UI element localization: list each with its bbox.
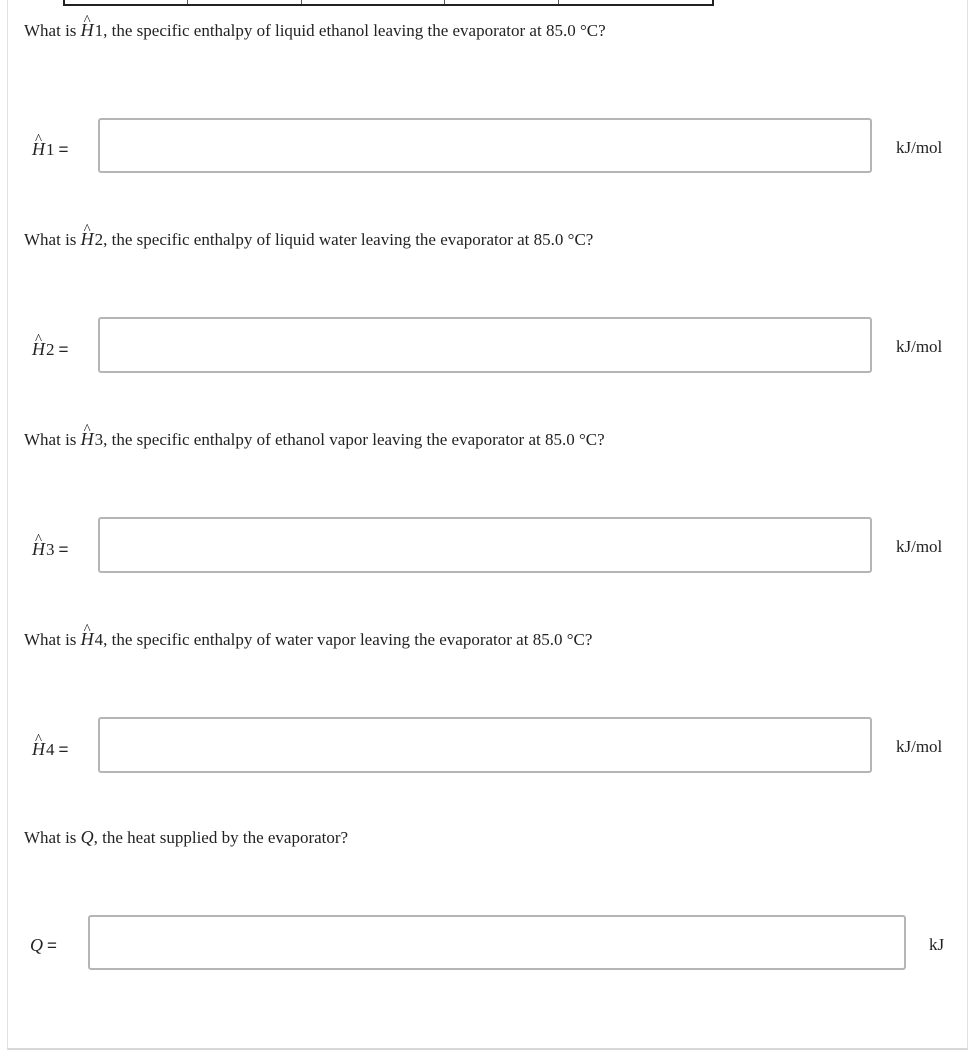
question-h2 <box>24 228 593 251</box>
h2-unit: kJ/mol <box>896 337 943 356</box>
h2-label <box>32 338 68 361</box>
equals-sign: = <box>58 740 69 759</box>
h1-input[interactable] <box>98 118 872 173</box>
q-symbol: Q <box>80 827 94 847</box>
q-input[interactable] <box>88 915 906 970</box>
h1-label <box>32 138 68 161</box>
h4-label-symbol: ^ H <box>32 738 45 760</box>
q-unit: kJ <box>929 935 945 954</box>
h1-unit: kJ/mol <box>896 138 943 157</box>
equals-sign: = <box>58 140 69 159</box>
h3-label <box>32 538 68 561</box>
h4-subscript: 4 <box>94 630 104 649</box>
h3-symbol: ^ H <box>81 428 94 450</box>
q-label-symbol: Q <box>30 935 43 955</box>
table-divider <box>558 0 559 4</box>
h2-symbol: ^ H <box>81 228 94 250</box>
h3-label-subscript: 3 <box>46 540 55 559</box>
h1-subscript: 1 <box>94 21 104 40</box>
question-text: , the heat supplied by the evaporator? <box>93 828 349 847</box>
question-q <box>24 826 348 849</box>
equals-sign: = <box>58 540 69 559</box>
h2-label-symbol: ^ H <box>32 338 45 360</box>
question-prefix: What is <box>24 230 81 249</box>
h2-label-subscript: 2 <box>46 340 55 359</box>
q-label <box>30 934 57 957</box>
question-prefix: What is <box>24 21 81 40</box>
equals-sign: = <box>58 340 69 359</box>
question-text: , the specific enthalpy of water vapor leaving the evaporator at 85.0 °C? <box>103 630 593 649</box>
equals-sign: = <box>47 936 57 955</box>
h3-input[interactable] <box>98 517 872 573</box>
h2-subscript: 2 <box>94 230 104 249</box>
question-h4 <box>24 628 592 651</box>
h3-unit: kJ/mol <box>896 537 943 556</box>
question-text: , the specific enthalpy of ethanol vapor leaving the evaporator at 85.0 °C? <box>103 430 605 449</box>
question-text: , the specific enthalpy of liquid water leaving the evaporator at 85.0 °C? <box>103 230 594 249</box>
h4-symbol: ^ H <box>81 628 94 650</box>
question-text: , the specific enthalpy of liquid ethanol leaving the evaporator at 85.0 °C? <box>103 21 606 40</box>
question-prefix: What is <box>24 630 81 649</box>
h4-label-subscript: 4 <box>46 740 55 759</box>
h4-input[interactable] <box>98 717 872 773</box>
h2-input[interactable] <box>98 317 872 373</box>
question-h3 <box>24 428 605 451</box>
question-prefix: What is <box>24 430 81 449</box>
h4-unit: kJ/mol <box>896 737 943 756</box>
h3-label-symbol: ^ H <box>32 538 45 560</box>
h3-subscript: 3 <box>94 430 104 449</box>
h1-label-subscript: 1 <box>46 140 55 159</box>
h1-label-symbol: ^ H <box>32 138 45 160</box>
h1-symbol: ^ H <box>81 19 94 41</box>
question-h1 <box>24 19 606 42</box>
question-prefix: What is <box>24 828 81 847</box>
table-divider <box>187 0 188 4</box>
h4-label <box>32 738 68 761</box>
table-bottom-edge <box>63 0 714 6</box>
table-divider <box>301 0 302 4</box>
table-divider <box>444 0 445 4</box>
